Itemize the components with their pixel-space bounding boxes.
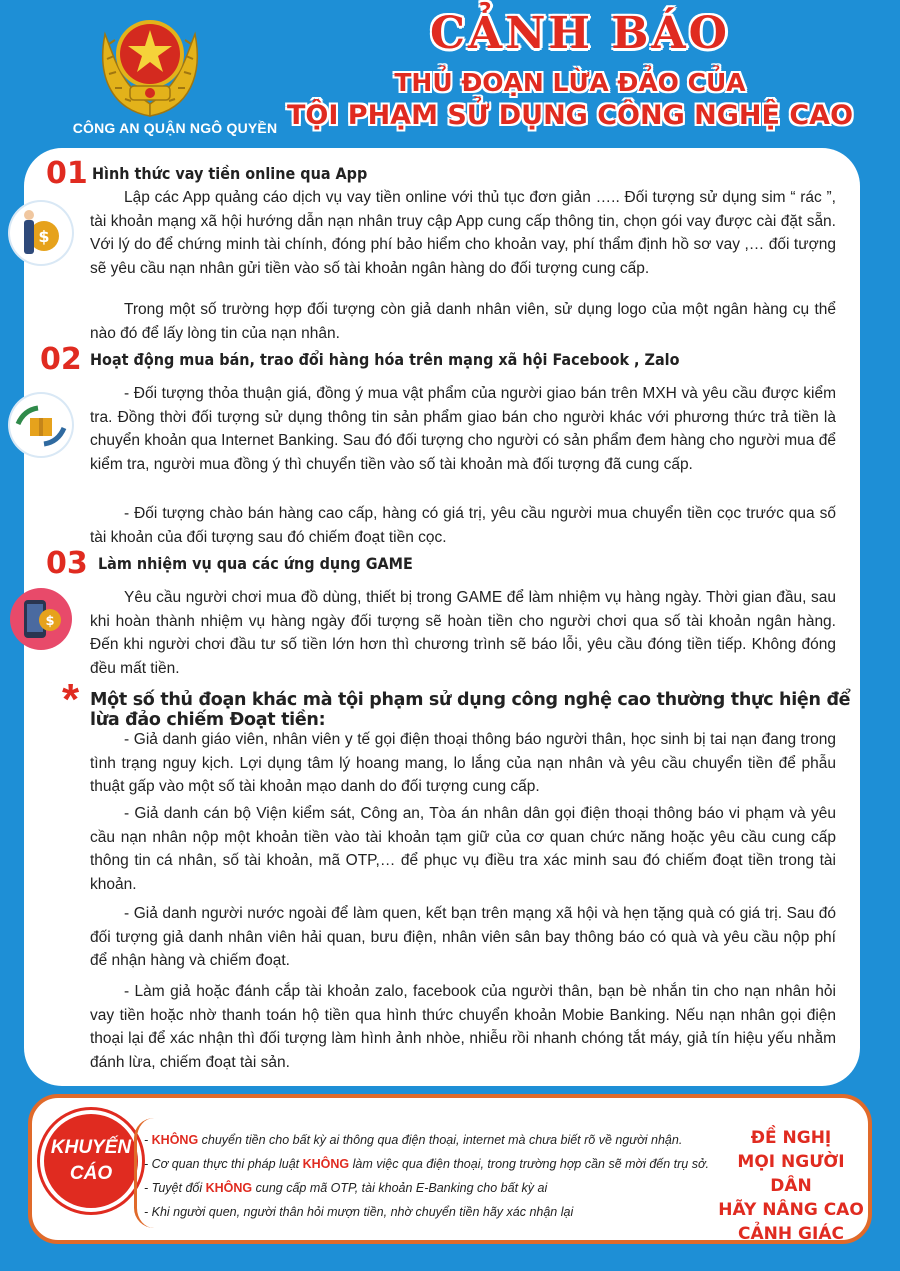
- appeal-text: [716, 1126, 866, 1246]
- advice-item: - Khi người quen, người thân hỏi mượn tiền, nhờ chuyển tiền hãy xác nhận lại: [144, 1205, 574, 1219]
- advice-item: - Tuyệt đối KHÔNG cung cấp mã OTP, tài khoản E-Banking cho bất kỳ ai: [144, 1181, 548, 1195]
- section-2-title: Hoạt động mua bán, trao đổi hàng hóa trên mạng xã hội Facebook , Zalo: [90, 350, 680, 369]
- advice-badge-line-2: CÁO: [69, 1163, 113, 1184]
- section-2-paragraph-2: - Đối tượng chào bán hàng cao cấp, hàng có giá trị, yêu cầu người mua chuyển tiền cọc trước qua số tài khoản của đối tượng sau đó chiếm đoạt tiền cọc.: [90, 505, 836, 546]
- section-3-paragraph-1: Yêu cầu người chơi mua đồ dùng, thiết bị trong GAME để làm nhiệm vụ hàng ngày. Thời gian đầu, sau khi hoàn thành nhiệm vụ hàng ngày đối tượng sẽ hoàn tiền cho người chơi qua số tài khoản ngân hàng. Đến khi người chơi đầu tư số tiền lớn hơn thì chương trình sẽ báo lỗi, yêu cầu đóng tiền tiếp. Không đóng đều mất tiền.: [90, 589, 836, 677]
- money-bag-person-icon: [10, 202, 72, 264]
- section-1-number: 01: [46, 156, 88, 191]
- advice-box: [28, 1094, 872, 1244]
- section-3-title: Làm nhiệm vụ qua các ứng dụng GAME: [98, 554, 413, 573]
- other-paragraph-4: - Làm giả hoặc đánh cắp tài khoản zalo, facebook của người thân, bạn bè nhắn tin cho nạn nhân hỏi vay tiền hoặc nhờ thanh toán hộ tiền qua hình thức chuyển khoản Mobie Banking. Nếu nạn nhân gọi điện thoại lại để xác nhận thì đối tượng làm hình ảnh nhòe, nhiễu rồi nhanh chóng tắt máy, giả tín hiệu yếu nhằm đánh lừa, chiếm đoạt tài sản.: [90, 983, 836, 1071]
- svg-text:$: $: [45, 614, 55, 629]
- svg-text:$: $: [38, 227, 50, 246]
- star-marker: *: [62, 675, 80, 724]
- appeal-line: ĐỀ NGHỊ: [750, 1128, 832, 1148]
- advice-item: - Cơ quan thực thi pháp luật KHÔNG làm việc qua điện thoại, trong trường hợp cần sẽ mời đến trụ sở.: [144, 1157, 710, 1171]
- advice-badge-line-1: KHUYẾN: [50, 1137, 132, 1158]
- package-exchange-icon: [10, 394, 72, 456]
- police-emblem-icon: [95, 4, 205, 122]
- section-1-title: Hình thức vay tiền online qua App: [92, 164, 368, 183]
- advice-list: [144, 1128, 710, 1224]
- other-methods-title: Một số thủ đoạn khác mà tội phạm sử dụng công nghệ cao thường thực hiện để lừa đảo chiếm Đoạt tiền:: [90, 690, 851, 730]
- main-panel: [24, 148, 860, 1086]
- org-name: CÔNG AN QUẬN NGÔ QUYỀN: [72, 120, 278, 136]
- section-1-paragraph-2: Trong một số trường hợp đối tượng còn giả danh nhân viên, sử dụng logo của một ngân hàng cụ thể nào đó để lấy lòng tin của nạn nhân.: [90, 301, 836, 342]
- header: [0, 0, 900, 150]
- phone-dollar-icon: [10, 588, 72, 650]
- section-1-paragraph-1: Lập các App quảng cáo dịch vụ vay tiền online với thủ tục đơn giản ….. Đối tượng sử dụng sim “ rác ”, tài khoản mạng xã hội hướng dẫn nạn nhân truy cập App cung cấp thông tin, chọn gói vay được cài đặt sẵn. Với lý do để chứng minh tài chính, đóng phí bảo hiểm cho khoản vay, phí thẩm định hồ sơ vay ,… đối tượng sẽ yêu cầu nạn nhân gửi tiền vào số tài khoản ngân hàng do đối tượng cung cấp.: [90, 189, 836, 277]
- advice-badge: [40, 1110, 142, 1212]
- appeal-line: HÃY NÂNG CAO: [718, 1200, 864, 1220]
- appeal-line: MỌI NGƯỜI DÂN: [737, 1152, 845, 1196]
- section-2-paragraph-1: - Đối tượng thỏa thuận giá, đồng ý mua vật phẩm của người giao bán trên MXH và yêu cầu được kiểm tra. Đồng thời đối tượng sử dụng thông tin sản phẩm giao bán cho người khác với phương thức trả tiền là chuyển khoản qua Internet Banking. Sau đó đối tượng cho người có sản phẩm đem hàng cho người mua để kiểm tra, người mua đồng ý thì chuyển tiền vào số tài khoản mà đối tượng đã cung cấp.: [90, 385, 836, 473]
- other-paragraph-1: - Giả danh giáo viên, nhân viên y tế gọi điện thoại thông báo người thân, học sinh bị tai nạn đang trong tình trạng nguy kịch. Lợi dụng tâm lý hoang mang, lo lắng của nạn nhân và yêu cầu chuyển tiền để phẫu thuật gấp vào một số tài khoản mạo danh do đối tượng cung cấp.: [90, 731, 836, 795]
- advice-item: - KHÔNG chuyển tiền cho bất kỳ ai thông qua điện thoại, internet mà chưa biết rõ về người nhận.: [144, 1133, 683, 1147]
- section-3-number: 03: [46, 546, 88, 581]
- appeal-line: CẢNH GIÁC: [738, 1224, 844, 1244]
- title-main: CẢNH BÁO: [430, 8, 730, 59]
- other-paragraph-2: - Giả danh cán bộ Viện kiểm sát, Công an, Tòa án nhân dân gọi điện thoại thông báo vi phạm và yêu cầu nạn nhân nộp một khoản tiền vào tài khoản tạm giữ của cơ quan chức năng hoặc yêu cầu cung cấp thông tin cá nhân, số tài khoản, mã OTP,… để phục vụ điều tra xác minh sau đó chiếm đoạt tiền trong tài khoản.: [90, 805, 836, 893]
- section-2-number: 02: [40, 342, 82, 377]
- title-subtitle-2: TỘI PHẠM SỬ DỤNG CÔNG NGHỆ CAO: [286, 100, 854, 131]
- title-subtitle-1: THỦ ĐOẠN LỪA ĐẢO CỦA: [394, 68, 746, 97]
- other-paragraph-3: - Giả danh người nước ngoài để làm quen, kết bạn trên mạng xã hội và hẹn tặng quà có giá trị. Sau đó đối tượng giả danh nhân viên hải quan, bưu điện, nhân viên sân bay thông báo có quà và yêu cầu nộp phí để nhận hàng và chiếm đoạt.: [90, 905, 836, 969]
